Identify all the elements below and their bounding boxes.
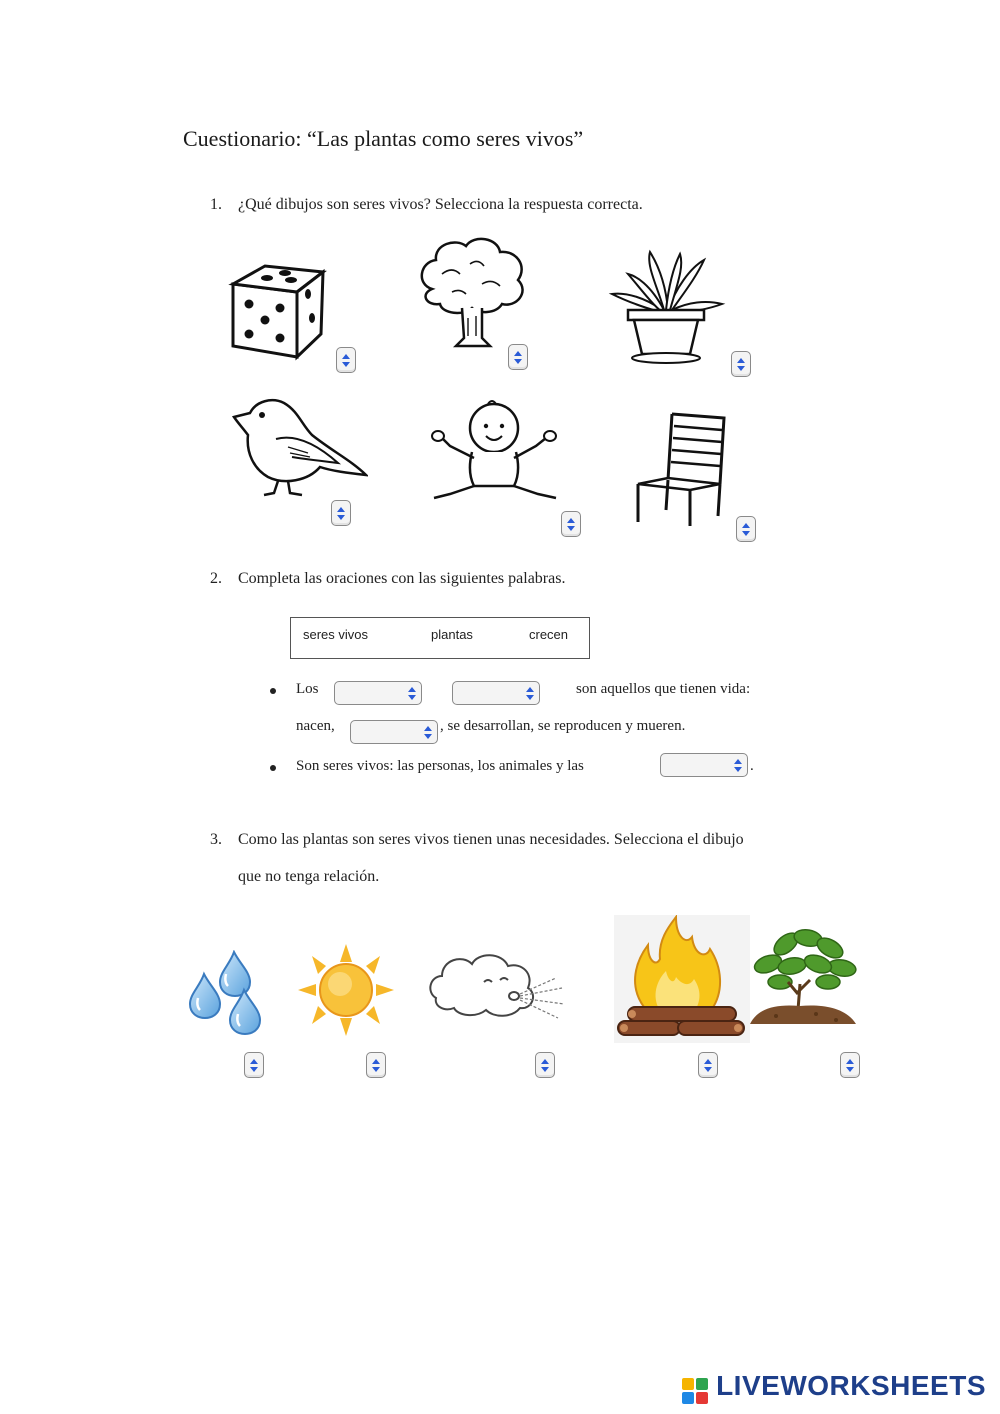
sentence-1-middle: son aquellos que tienen vida: (576, 681, 751, 697)
q2-select-blank-1[interactable] (334, 681, 422, 705)
q1-select-potted-plant[interactable] (731, 351, 751, 377)
question-3-number: 3. (210, 831, 222, 848)
question-1-text: ¿Qué dibujos son seres vivos? Selecciona la respuesta correcta. (238, 196, 643, 213)
word-bank-item: crecen (529, 627, 569, 642)
q1-select-baby[interactable] (561, 511, 581, 537)
fire-icon (614, 915, 750, 1043)
sentence-1-end: , se desarrollan, se reproducen y mueren. (440, 718, 686, 734)
bullet (270, 688, 276, 694)
q3-select-water[interactable] (244, 1052, 264, 1078)
q3-select-fire[interactable] (698, 1052, 718, 1078)
baby-icon (428, 398, 563, 508)
q3-select-plant[interactable] (840, 1052, 860, 1078)
question-3 (210, 831, 850, 853)
question-1 (210, 196, 810, 218)
question-2-number: 2. (210, 570, 222, 587)
dice-icon (225, 262, 330, 362)
question-3-line-2: que no tenga relación. (238, 868, 380, 885)
word-bank-item: seres vivos (303, 627, 369, 642)
sentence-1-line2-start: nacen, (296, 718, 335, 734)
liveworksheets-logo-icon (682, 1378, 710, 1404)
sun-icon (296, 942, 396, 1038)
sentence-2-end: . (750, 758, 754, 774)
chair-icon (632, 410, 732, 530)
water-drops-icon (186, 950, 272, 1038)
q1-select-bird[interactable] (331, 500, 351, 526)
q1-select-tree[interactable] (508, 344, 528, 370)
q3-select-wind[interactable] (535, 1052, 555, 1078)
q1-select-chair[interactable] (736, 516, 756, 542)
wind-cloud-icon (426, 948, 566, 1028)
q3-select-sun[interactable] (366, 1052, 386, 1078)
bird-icon (228, 395, 368, 500)
page-title: Cuestionario: “Las plantas como seres vivos” (183, 126, 584, 151)
liveworksheets-logo-text: LIVEWORKSHEETS (716, 1370, 986, 1401)
question-3-line-1: Como las plantas son seres vivos tienen unas necesidades. Selecciona el dibujo (238, 831, 744, 848)
potted-plant-icon (606, 248, 726, 366)
q2-select-blank-4[interactable] (660, 753, 748, 777)
question-1-number: 1. (210, 196, 222, 213)
sentence-1-start: Los (296, 681, 319, 697)
question-2 (210, 570, 810, 592)
q2-select-blank-3[interactable] (350, 720, 438, 744)
sentence-2-start: Son seres vivos: las personas, los animales y las (296, 758, 584, 774)
tree-icon (412, 234, 532, 349)
liveworksheets-logo (716, 1370, 986, 1402)
word-bank-item: plantas (431, 627, 473, 642)
q1-select-dice[interactable] (336, 347, 356, 373)
q2-select-blank-2[interactable] (452, 681, 540, 705)
soil-plant-icon (746, 924, 860, 1028)
word-bank (290, 617, 590, 659)
question-2-text: Completa las oraciones con las siguientes palabras. (238, 570, 566, 587)
bullet (270, 765, 276, 771)
